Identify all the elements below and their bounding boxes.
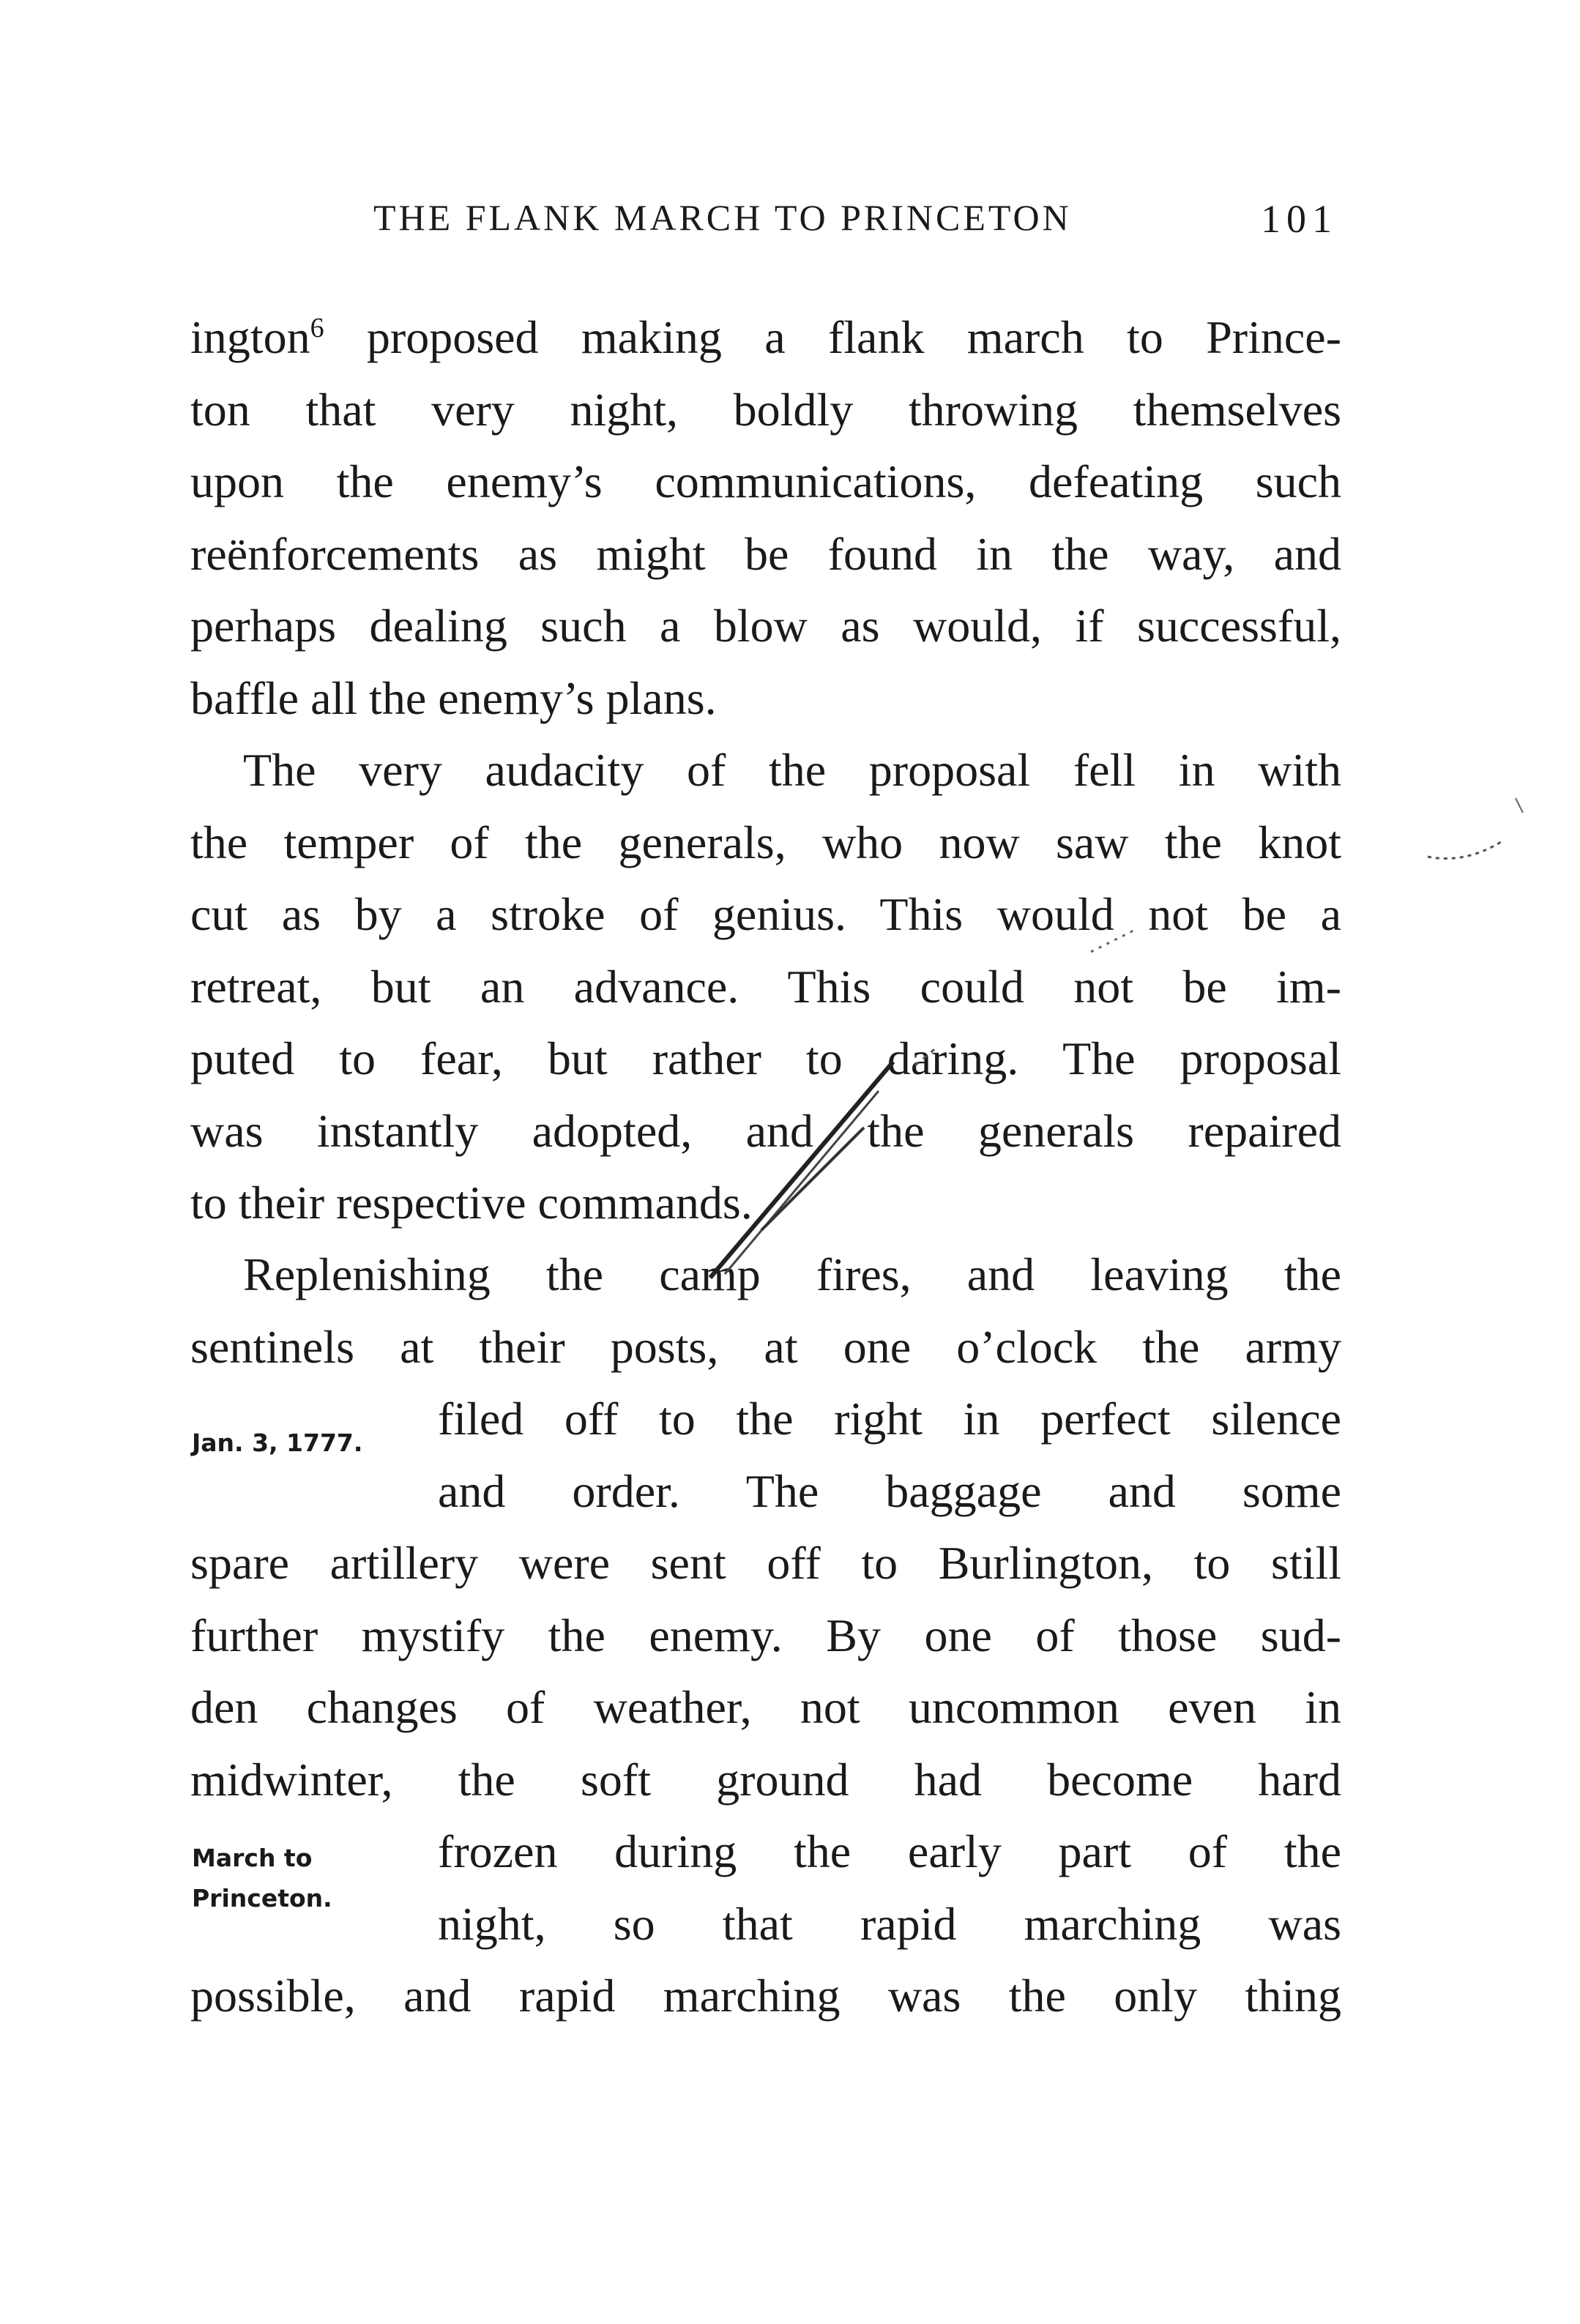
margin-note-march-line-2: Princeton.	[192, 1884, 332, 1913]
text-line: to their respective commands.	[190, 1177, 753, 1229]
text-line: cut as by a stroke of genius. This would not be a	[190, 888, 1341, 940]
text-line: possible, and rapid marching was the only thing	[190, 1970, 1341, 2022]
text-line: frozen during the early part of the	[438, 1825, 1341, 1877]
margin-scribble-mark	[1413, 769, 1559, 886]
text-line: and order. The baggage and some	[438, 1464, 1341, 1517]
text-line: The very audacity of the proposal fell in with	[243, 744, 1341, 796]
text-line: midwinter, the soft ground had become hard	[190, 1753, 1341, 1806]
text-line: reënforcements as might be found in the way, and	[190, 527, 1341, 580]
text-line: sentinels at their posts, at one o’clock the army	[190, 1320, 1341, 1373]
margin-note-date: Jan. 3, 1777.	[192, 1429, 363, 1457]
text-line: retreat, but an advance. This could not be im-	[190, 960, 1341, 1013]
text-line: Replenishing the camp fires, and leaving the	[243, 1248, 1341, 1300]
margin-note-march-line-1: March to	[192, 1844, 313, 1872]
footnote-marker: 6	[310, 313, 324, 343]
text-line: baffle all the enemy’s plans.	[190, 671, 717, 724]
page-number: 101	[1261, 197, 1338, 241]
text-line: ton that very night, boldly throwing themselves	[190, 383, 1341, 436]
running-title: THE FLANK MARCH TO PRINCETON	[373, 197, 1072, 238]
text-line: perhaps dealing such a blow as would, if successful,	[190, 600, 1341, 652]
text-line: further mystify the enemy. By one of those sud-	[190, 1609, 1341, 1661]
text-line: spare artillery were sent off to Burlington, to still	[190, 1537, 1341, 1589]
text-line: the temper of the generals, who now saw the knot	[190, 816, 1341, 868]
paragraph-3	[190, 1239, 1341, 2033]
paragraph-1	[190, 302, 1341, 734]
text-line: puted to fear, but rather to daring. The proposal	[190, 1032, 1341, 1084]
text-line: ington$^6$ proposed making a flank march to Prince-	[190, 311, 1341, 363]
paragraph-2	[190, 734, 1341, 1240]
text-line: den changes of weather, not uncommon even in	[190, 1681, 1341, 1733]
text-line: filed off to the right in perfect silence	[438, 1393, 1341, 1445]
text-line: was instantly adopted, and the generals repaired	[190, 1104, 1341, 1157]
text-line: night, so that rapid marching was	[438, 1897, 1341, 1950]
text-line: upon the enemy’s communications, defeating such	[190, 455, 1341, 507]
